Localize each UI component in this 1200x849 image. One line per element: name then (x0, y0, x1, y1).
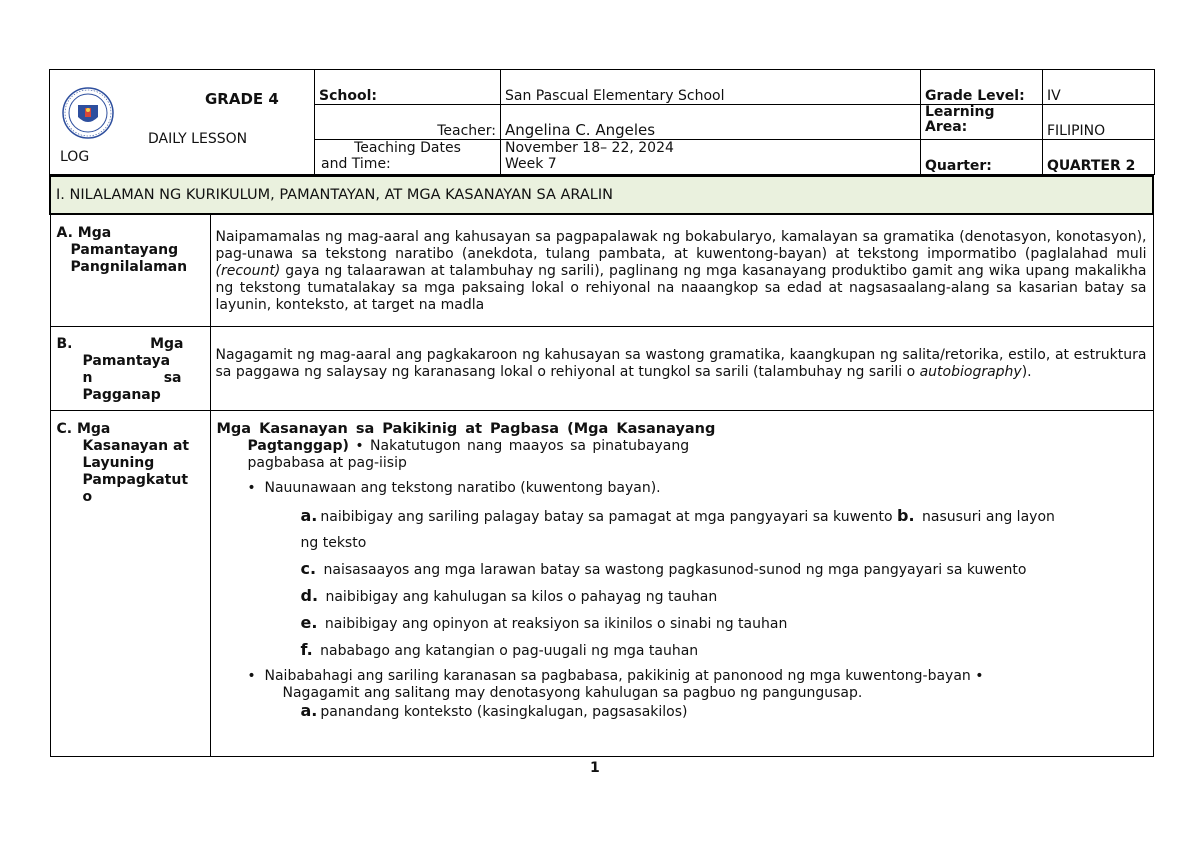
header-table (49, 69, 1155, 175)
row-c-heading-line1: Mga Kasanayan sa Pakikinig at Pagbasa (Mga Kasanayang (216, 420, 716, 437)
learning-area-value: FILIPINO (1043, 105, 1155, 140)
row-c-label-line1: C. Mga (56, 420, 111, 437)
row-c-label-line2: Kasanayan at (82, 437, 190, 454)
title-block (50, 70, 315, 175)
dates-label-line2: and Time: (321, 156, 391, 172)
item-f-text: nababago ang katangian o pag-uugali ng mga tauhan (320, 642, 699, 659)
teacher-value: Angelina C. Angeles (501, 105, 921, 140)
school-value: San Pascual Elementary School (501, 70, 921, 105)
row-a-label-line2: Pamantayang (70, 242, 179, 258)
item2-a-text: panandang konteksto (kasingkalugan, pagsasakilos) (320, 703, 688, 720)
row-b-label (50, 326, 210, 410)
row-b-label-sa: sa (163, 369, 182, 386)
row-a-label-line1: A. Mga (56, 225, 112, 241)
learning-area-label (921, 105, 1043, 140)
item-b-continuation: ng teksto (300, 534, 367, 551)
row-c-heading-line3: pagbabasa at pag-iisip (247, 454, 407, 471)
learning-area-label-line2: Area: (925, 119, 968, 135)
row-c-label-line4: Pampagkatut (82, 471, 189, 488)
dates-value (501, 140, 921, 175)
dates-label (315, 140, 501, 175)
row-b-text-2: ). (1021, 363, 1032, 380)
row-a-text-italic: (recount) (215, 263, 281, 279)
dates-value-line2: Week 7 (505, 156, 557, 172)
item-e-text: naibibigay ang opinyon at reaksiyon sa ikinilos o sinabi ng tauhan (324, 615, 788, 632)
item-f-letter: f. (300, 639, 313, 659)
content-table (49, 175, 1154, 757)
bullet-icon: • (247, 667, 256, 684)
item2-a-letter: a. (300, 700, 318, 720)
section-title: I. NILALAMAN NG KURIKULUM, PAMANTAYAN, AT MGA KASANAYAN SA ARALIN (50, 176, 1153, 214)
daily-lesson-title: DAILY LESSON (148, 131, 248, 147)
lesson-log-page (49, 69, 1154, 757)
row-b-text-italic: autobiography (919, 363, 1022, 380)
list-item (217, 610, 1147, 637)
row-c-label (50, 410, 210, 756)
row-b-content (210, 326, 1153, 410)
item-c-letter: c. (300, 558, 317, 578)
row-c-content (210, 410, 1153, 756)
row-a-content (210, 214, 1153, 326)
row-a-label-line3: Pangnilalaman (70, 259, 188, 275)
row-b-label-n: n (82, 369, 93, 386)
quarter-label: Quarter: (921, 140, 1043, 175)
learning-area-label-line1: Learning (925, 104, 995, 120)
row-b-text-1: Nagagamit ng mag-aaral ang pagkakaroon ng kahusayan sa wastong gramatika, kaangkupan ng salita/retorika, estilo, at estruktura sa paggawa ng salaysay ng karanasang lokal o rehiyonal at tungkol sa sarili (talambuhay ng sarili o (215, 346, 1147, 380)
bullet-2-text-a: Naibabahagi ang sariling karanasan sa pagbabasa, pakikinig at panonood ng mga kuwentong-bayan • (264, 667, 984, 684)
row-b-label-line1 (57, 336, 204, 353)
log-title: LOG (60, 149, 90, 165)
row-b-label-letter: B. (56, 335, 73, 352)
list-item (217, 480, 1147, 497)
list-item (217, 668, 1147, 685)
row-b-label-line3 (57, 370, 204, 387)
row-a-text-2: gaya ng talaarawan at talambuhay ng sarili), paglinang ng mga kasanayang produktibo gamit ang wika upang makalikha ng tekstong tumatalakay sa mga paksaing lokal o rehiyonal na naaangkop sa edad at nagsasaalang-alang sa kasarian batay sa layunin, konteksto, at target na madla (215, 263, 1147, 313)
list-item (217, 503, 1147, 530)
grade-level-label: Grade Level: (921, 70, 1043, 105)
item-e-letter: e. (300, 612, 318, 632)
grade-level-value: IV (1043, 70, 1155, 105)
list-item (217, 556, 1147, 583)
dates-value-line1: November 18– 22, 2024 (505, 140, 674, 156)
row-a-label (50, 214, 210, 326)
page-number: 1 (590, 760, 600, 776)
row-b-label-line2: Pamantaya (82, 352, 171, 369)
item-a-letter: a. (300, 505, 318, 525)
row-c-heading-bold: Pagtanggap) (247, 437, 349, 454)
grade-title: GRADE 4 (205, 90, 279, 108)
row-a-text-1: Naipamamalas ng mag-aaral ang kahusayan sa pagpapalawak ng bokabularyo, kamalayan sa gramatika (denotasyon, konotasyon), pag-unawa sa tekstong naratibo (anekdota, tulang pambata, at kuwentong-bayan) at tekstong impormatibo (paglalahad muli (215, 229, 1147, 262)
teacher-label: Teacher: (315, 105, 501, 140)
item-d-text: naibibigay ang kahulugan sa kilos o pahayag ng tauhan (325, 588, 718, 605)
item-d-letter: d. (300, 585, 319, 605)
school-label: School: (315, 70, 501, 105)
list-item (217, 583, 1147, 610)
item-c-text: naisasaayos ang mga larawan batay sa wastong pagkasunod-sunod ng mga pangyayari sa kuwento (323, 561, 1027, 578)
row-c-label-line5: o (82, 488, 93, 505)
row-c-heading-line2 (217, 438, 1147, 455)
item-b-letter: b. (897, 505, 915, 525)
bullet-icon: • (247, 479, 256, 496)
list-item (217, 702, 1147, 721)
bullet-1-text: Nauunawaan ang tekstong naratibo (kuwentong bayan). (264, 479, 661, 496)
quarter-value: QUARTER 2 (1043, 140, 1155, 175)
item-b-text: nasusuri ang layon (917, 508, 1055, 525)
row-b-label-mga: Mga (150, 335, 184, 352)
deped-seal-icon (62, 87, 114, 139)
row-b-label-line4: Pagganap (82, 386, 161, 403)
dates-label-line1: Teaching Dates (354, 140, 461, 156)
row-c-heading-tail: • Nakatutugon nang maayos sa pinatubayang (348, 437, 690, 454)
item-a-text: naibibigay ang sariling palagay batay sa pamagat at mga pangyayari sa kuwento (320, 508, 898, 525)
list-item (217, 637, 1147, 664)
bullet-2-text-b: Nagagamit ang salitang may denotasyong kahulugan sa pagbuo ng pangungusap. (282, 684, 863, 701)
row-c-label-line3: Layuning (82, 454, 155, 471)
